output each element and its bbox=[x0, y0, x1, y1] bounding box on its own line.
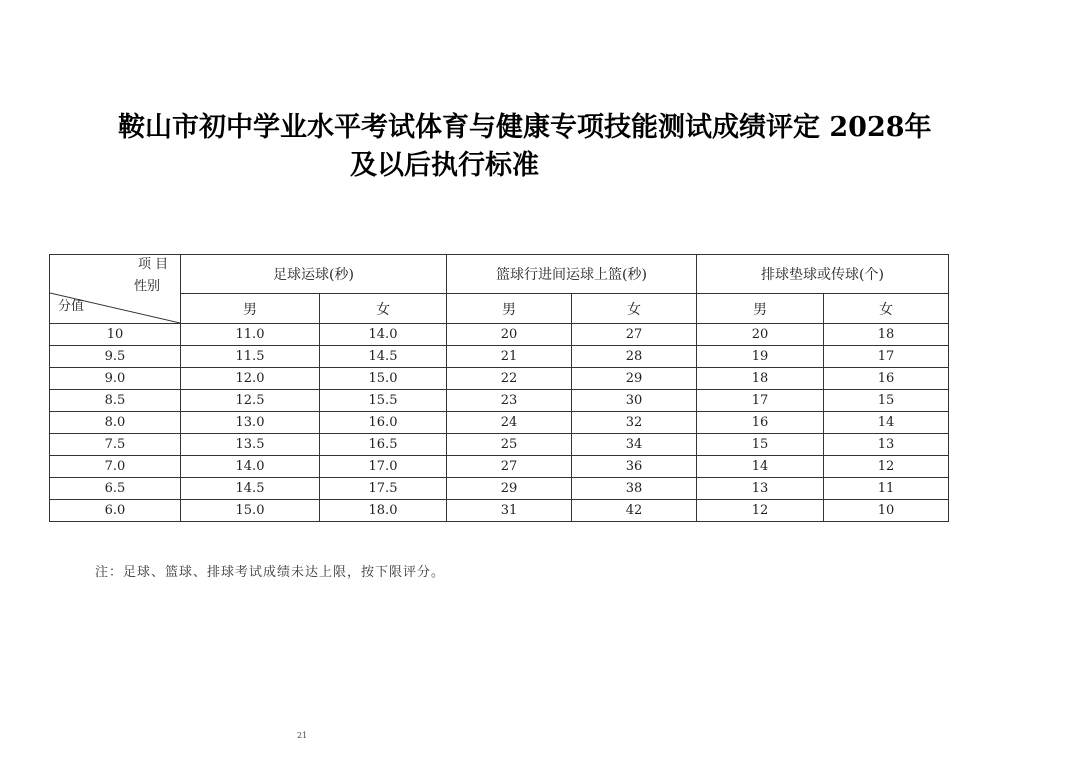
table-cell: 12.0 bbox=[181, 368, 320, 390]
table-row bbox=[50, 478, 949, 500]
table-cell: 16 bbox=[824, 368, 949, 390]
table-cell: 10 bbox=[824, 500, 949, 522]
table-body bbox=[50, 324, 949, 522]
score-cell: 7.0 bbox=[50, 456, 181, 478]
table-cell: 17.5 bbox=[320, 478, 447, 500]
corner-label-score: 分值 bbox=[58, 299, 85, 314]
table-cell: 15.0 bbox=[320, 368, 447, 390]
subheader-cell: 女 bbox=[320, 294, 447, 324]
table-cell: 23 bbox=[447, 390, 572, 412]
table-cell: 12 bbox=[824, 456, 949, 478]
table-cell: 27 bbox=[572, 324, 697, 346]
table-cell: 30 bbox=[572, 390, 697, 412]
table-cell: 20 bbox=[697, 324, 824, 346]
table-cell: 16.5 bbox=[320, 434, 447, 456]
table-cell: 18.0 bbox=[320, 500, 447, 522]
table-cell: 16.0 bbox=[320, 412, 447, 434]
footnote: 注：足球、篮球、排球考试成绩未达上限，按下限评分。 bbox=[95, 565, 446, 580]
title-line-2: 及以后执行标准 bbox=[350, 150, 539, 181]
table-cell: 11 bbox=[824, 478, 949, 500]
table-cell: 27 bbox=[447, 456, 572, 478]
table-cell: 14 bbox=[697, 456, 824, 478]
table-cell: 14 bbox=[824, 412, 949, 434]
table-cell: 32 bbox=[572, 412, 697, 434]
table-cell: 18 bbox=[824, 324, 949, 346]
table-cell: 25 bbox=[447, 434, 572, 456]
table-row bbox=[50, 434, 949, 456]
table-cell: 42 bbox=[572, 500, 697, 522]
table-cell: 14.0 bbox=[320, 324, 447, 346]
group-header-basketball: 篮球行进间运球上篮(秒) bbox=[447, 255, 697, 294]
table-cell: 36 bbox=[572, 456, 697, 478]
table-cell: 34 bbox=[572, 434, 697, 456]
score-cell: 10 bbox=[50, 324, 181, 346]
table-cell: 31 bbox=[447, 500, 572, 522]
subheader-cell: 女 bbox=[824, 294, 949, 324]
corner-label-item: 项 目 bbox=[138, 257, 169, 272]
table-cell: 13 bbox=[697, 478, 824, 500]
header-row-sex bbox=[50, 294, 949, 324]
table-cell: 15 bbox=[824, 390, 949, 412]
table-cell: 18 bbox=[697, 368, 824, 390]
table-cell: 20 bbox=[447, 324, 572, 346]
table-cell: 14.5 bbox=[181, 478, 320, 500]
table-cell: 11.0 bbox=[181, 324, 320, 346]
corner-header-cell bbox=[50, 255, 181, 324]
table-cell: 22 bbox=[447, 368, 572, 390]
score-cell: 8.5 bbox=[50, 390, 181, 412]
score-cell: 9.0 bbox=[50, 368, 181, 390]
table-row bbox=[50, 456, 949, 478]
table-cell: 13.0 bbox=[181, 412, 320, 434]
table-cell: 13 bbox=[824, 434, 949, 456]
table-row bbox=[50, 500, 949, 522]
score-cell: 6.0 bbox=[50, 500, 181, 522]
group-header-football: 足球运球(秒) bbox=[181, 255, 447, 294]
table-row bbox=[50, 412, 949, 434]
table-cell: 17 bbox=[824, 346, 949, 368]
table-row bbox=[50, 346, 949, 368]
table-cell: 11.5 bbox=[181, 346, 320, 368]
group-header-volleyball: 排球垫球或传球(个) bbox=[697, 255, 949, 294]
table-cell: 14.5 bbox=[320, 346, 447, 368]
subheader-cell: 男 bbox=[697, 294, 824, 324]
table-cell: 19 bbox=[697, 346, 824, 368]
subheader-cell: 男 bbox=[447, 294, 572, 324]
score-cell: 6.5 bbox=[50, 478, 181, 500]
table-cell: 17 bbox=[697, 390, 824, 412]
table-cell: 24 bbox=[447, 412, 572, 434]
table-cell: 21 bbox=[447, 346, 572, 368]
table-cell: 16 bbox=[697, 412, 824, 434]
table-cell: 12.5 bbox=[181, 390, 320, 412]
table-cell: 15.0 bbox=[181, 500, 320, 522]
title-line-1: 鞍山市初中学业水平考试体育与健康专项技能测试成绩评定 2028年 bbox=[118, 112, 932, 143]
table-row bbox=[50, 324, 949, 346]
page-number: 21 bbox=[297, 731, 308, 740]
subheader-cell: 女 bbox=[572, 294, 697, 324]
score-cell: 8.0 bbox=[50, 412, 181, 434]
header-row-groups bbox=[50, 255, 949, 294]
score-cell: 7.5 bbox=[50, 434, 181, 456]
table-cell: 17.0 bbox=[320, 456, 447, 478]
score-cell: 9.5 bbox=[50, 346, 181, 368]
table-cell: 38 bbox=[572, 478, 697, 500]
table-cell: 12 bbox=[697, 500, 824, 522]
table-cell: 28 bbox=[572, 346, 697, 368]
score-table bbox=[49, 254, 949, 522]
table-row bbox=[50, 368, 949, 390]
subheader-cell: 男 bbox=[181, 294, 320, 324]
table-cell: 15 bbox=[697, 434, 824, 456]
table-row bbox=[50, 390, 949, 412]
table-cell: 14.0 bbox=[181, 456, 320, 478]
corner-label-sex: 性别 bbox=[134, 279, 161, 294]
table-cell: 15.5 bbox=[320, 390, 447, 412]
table-cell: 29 bbox=[572, 368, 697, 390]
table-cell: 13.5 bbox=[181, 434, 320, 456]
table-cell: 29 bbox=[447, 478, 572, 500]
